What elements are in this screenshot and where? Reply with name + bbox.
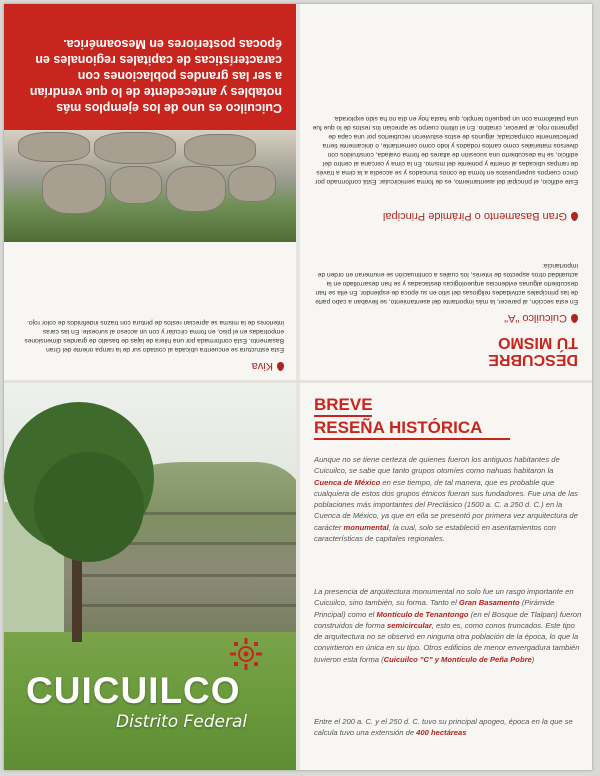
history-panel: [300, 382, 592, 770]
title-underline: [314, 415, 372, 417]
stone-shape: [228, 166, 276, 202]
section-b-title: Gran Basamento o Pirámide Principal: [382, 210, 567, 222]
history-paragraph-2: [314, 586, 582, 665]
highlight-semicircular: semicircular: [387, 620, 432, 630]
section-b-heading: [383, 210, 578, 222]
vertical-fold: [296, 4, 300, 770]
highlight-hectareas: 400 hectáreas: [416, 728, 467, 738]
descubre-heading: [488, 334, 578, 368]
mound-terrace: [74, 574, 296, 577]
drop-icon: [571, 314, 578, 323]
text-run: (Pirámide Principal) como el: [314, 598, 555, 619]
top-right-panel: [300, 4, 592, 382]
stone-shape: [18, 132, 90, 162]
cuicuilco-logo-icon: [229, 637, 263, 671]
descubre-line-2: TÚ MISMO: [498, 334, 578, 351]
tree-canopy: [34, 452, 144, 562]
cover-subtitle: Distrito Federal: [116, 712, 248, 732]
descubre-line-1: DESCUBRE: [488, 351, 578, 368]
text-run: , esto es, como conos truncados. Este tipo de arquitectura no se observó en ninguna otra población de la época, lo que la convirtieron en única en su tipo. Otros edificios de menor envergadura también tuvieron esta forma (: [314, 620, 580, 664]
text-run: ): [531, 654, 535, 664]
history-title-line-2: RESEÑA HISTÓRICA: [314, 418, 483, 437]
highlight-monumental: monumental: [343, 522, 389, 532]
kiva-text: Esta estructura se encuentra ubicada al costado sur de la rampa oriente del Gran Basamento. Está conformada por una hilera de lajas de basalto de grandes dimensiones empotradas en el piso, en forma circular y con un acceso al suroeste. En las caras interiores de la misma se aprecian restos de pintura con trazos indefinidos de color rojo.: [24, 319, 284, 353]
stone-shape: [184, 134, 256, 166]
highlight-gran-basamento: Gran Basamento: [458, 598, 520, 608]
section-a-text: En esta sección, al parecer, la más importante del asentamiento, se llevaban a cabo parte de las principales actividades religiosas del sitio en su época de esplendor. En ella se han descubierto algunas evidencias arqueológicas destacadas y se han desarrollado en la actualidad otros aspectos de interés, los cuales a continuación se enumeran en orden de importancia:: [315, 262, 578, 305]
text-run: La presencia de arquitectura monumental no solo fue un rasgo importante en Cuicuilco, sino también, su forma. Tanto el: [314, 587, 574, 608]
highlight-cuenca: Cuenca de México: [314, 477, 381, 487]
text-run: en ese tiempo, de tal manera, que es probable que cualquiera de estos dos grupos étnicos fueran sus fundadores. Fue una de las poblaciones más importantes del Preclásico (1500 a. C. a 250 d. C.) en la Cuenca de México, ya que en ella se presentó por primera vez arquitectura de carácter: [314, 477, 578, 532]
text-run: (en el Bosque de Tlalpan) fueron construidos de forma: [314, 609, 582, 630]
kiva-stone-photo: [4, 130, 296, 242]
brochure-sheet: [4, 4, 592, 770]
history-title: [314, 394, 510, 440]
red-quote-text: Cuicuilco es uno de los ejemplos más notables y antecedente de lo que vendrían a ser las grandes poblaciones con características de capitales regionales en épocas posteriores en Mesoamérica.: [29, 37, 282, 115]
stone-shape: [94, 132, 176, 164]
drop-icon: [277, 362, 284, 371]
red-quote-box: [4, 4, 296, 130]
text-run: Aunque no se tiene certeza de quienes fueron los antiguos habitantes de Cuicuilco, se sabe que tanto grupos otomíes como nahuas habitaron la: [314, 455, 560, 476]
top-right-flipped-content: [300, 4, 592, 382]
title-underline: [314, 438, 510, 440]
history-paragraph-3: [314, 716, 582, 739]
section-b-text: Este edificio, el principal del asentamiento, es de forma semicircular. Está conformado por cinco cuerpos superpuestos en forma de conos truncados y se accedía a la cima a través de rampas ubicadas al oriente y poniente del mismo. En la cima y cercana al centro del edificio, se ha descubierto una sucesión de altares de forma ovalada, construidos con diversos materiales como cantos rodados y lodo como cementante, o únicamente tierra perfectamente compactada; algunos de estos estuvieron recubiertos por una capa de pigmento rojo, al parecer, cinabrio. En el último cuerpo se aprecian los restos de lo que fue una plataforma con un pequeño templo, que hasta hoy en día no ha sido explorada.: [312, 115, 578, 185]
text-run: Entre el 200 a. C. y el 250 d. C. tuvo su principal apogeo, época en la que se calcula tuvo una extensión de: [314, 717, 573, 738]
cover-title: CUICUILCO: [26, 670, 241, 711]
horizontal-fold: [4, 380, 592, 383]
kiva-heading: [252, 360, 284, 372]
history-title-line-1: BREVE: [314, 395, 373, 414]
stone-shape: [166, 166, 226, 212]
highlight-tenantongo: Montículo de Tenantongo: [376, 609, 469, 619]
cover-panel: [4, 382, 296, 770]
top-left-flipped-content: [4, 4, 296, 382]
stone-shape: [42, 164, 106, 214]
stone-shape: [110, 166, 162, 204]
highlight-cuicuilco-c: Cuicuilco "C" y Montículo de Peña Pobre: [383, 654, 532, 664]
drop-icon: [571, 212, 578, 221]
section-a-title: Cuicuilco "A": [504, 312, 567, 324]
section-a-heading: [504, 312, 578, 324]
top-left-panel: [4, 4, 296, 382]
history-paragraph-1: [314, 454, 582, 544]
text-run: , la cual, solo se estableció en asentamientos con características de capitales regionales.: [314, 522, 556, 544]
kiva-title: Kiva: [251, 360, 273, 372]
mound-terrace: [74, 604, 296, 607]
